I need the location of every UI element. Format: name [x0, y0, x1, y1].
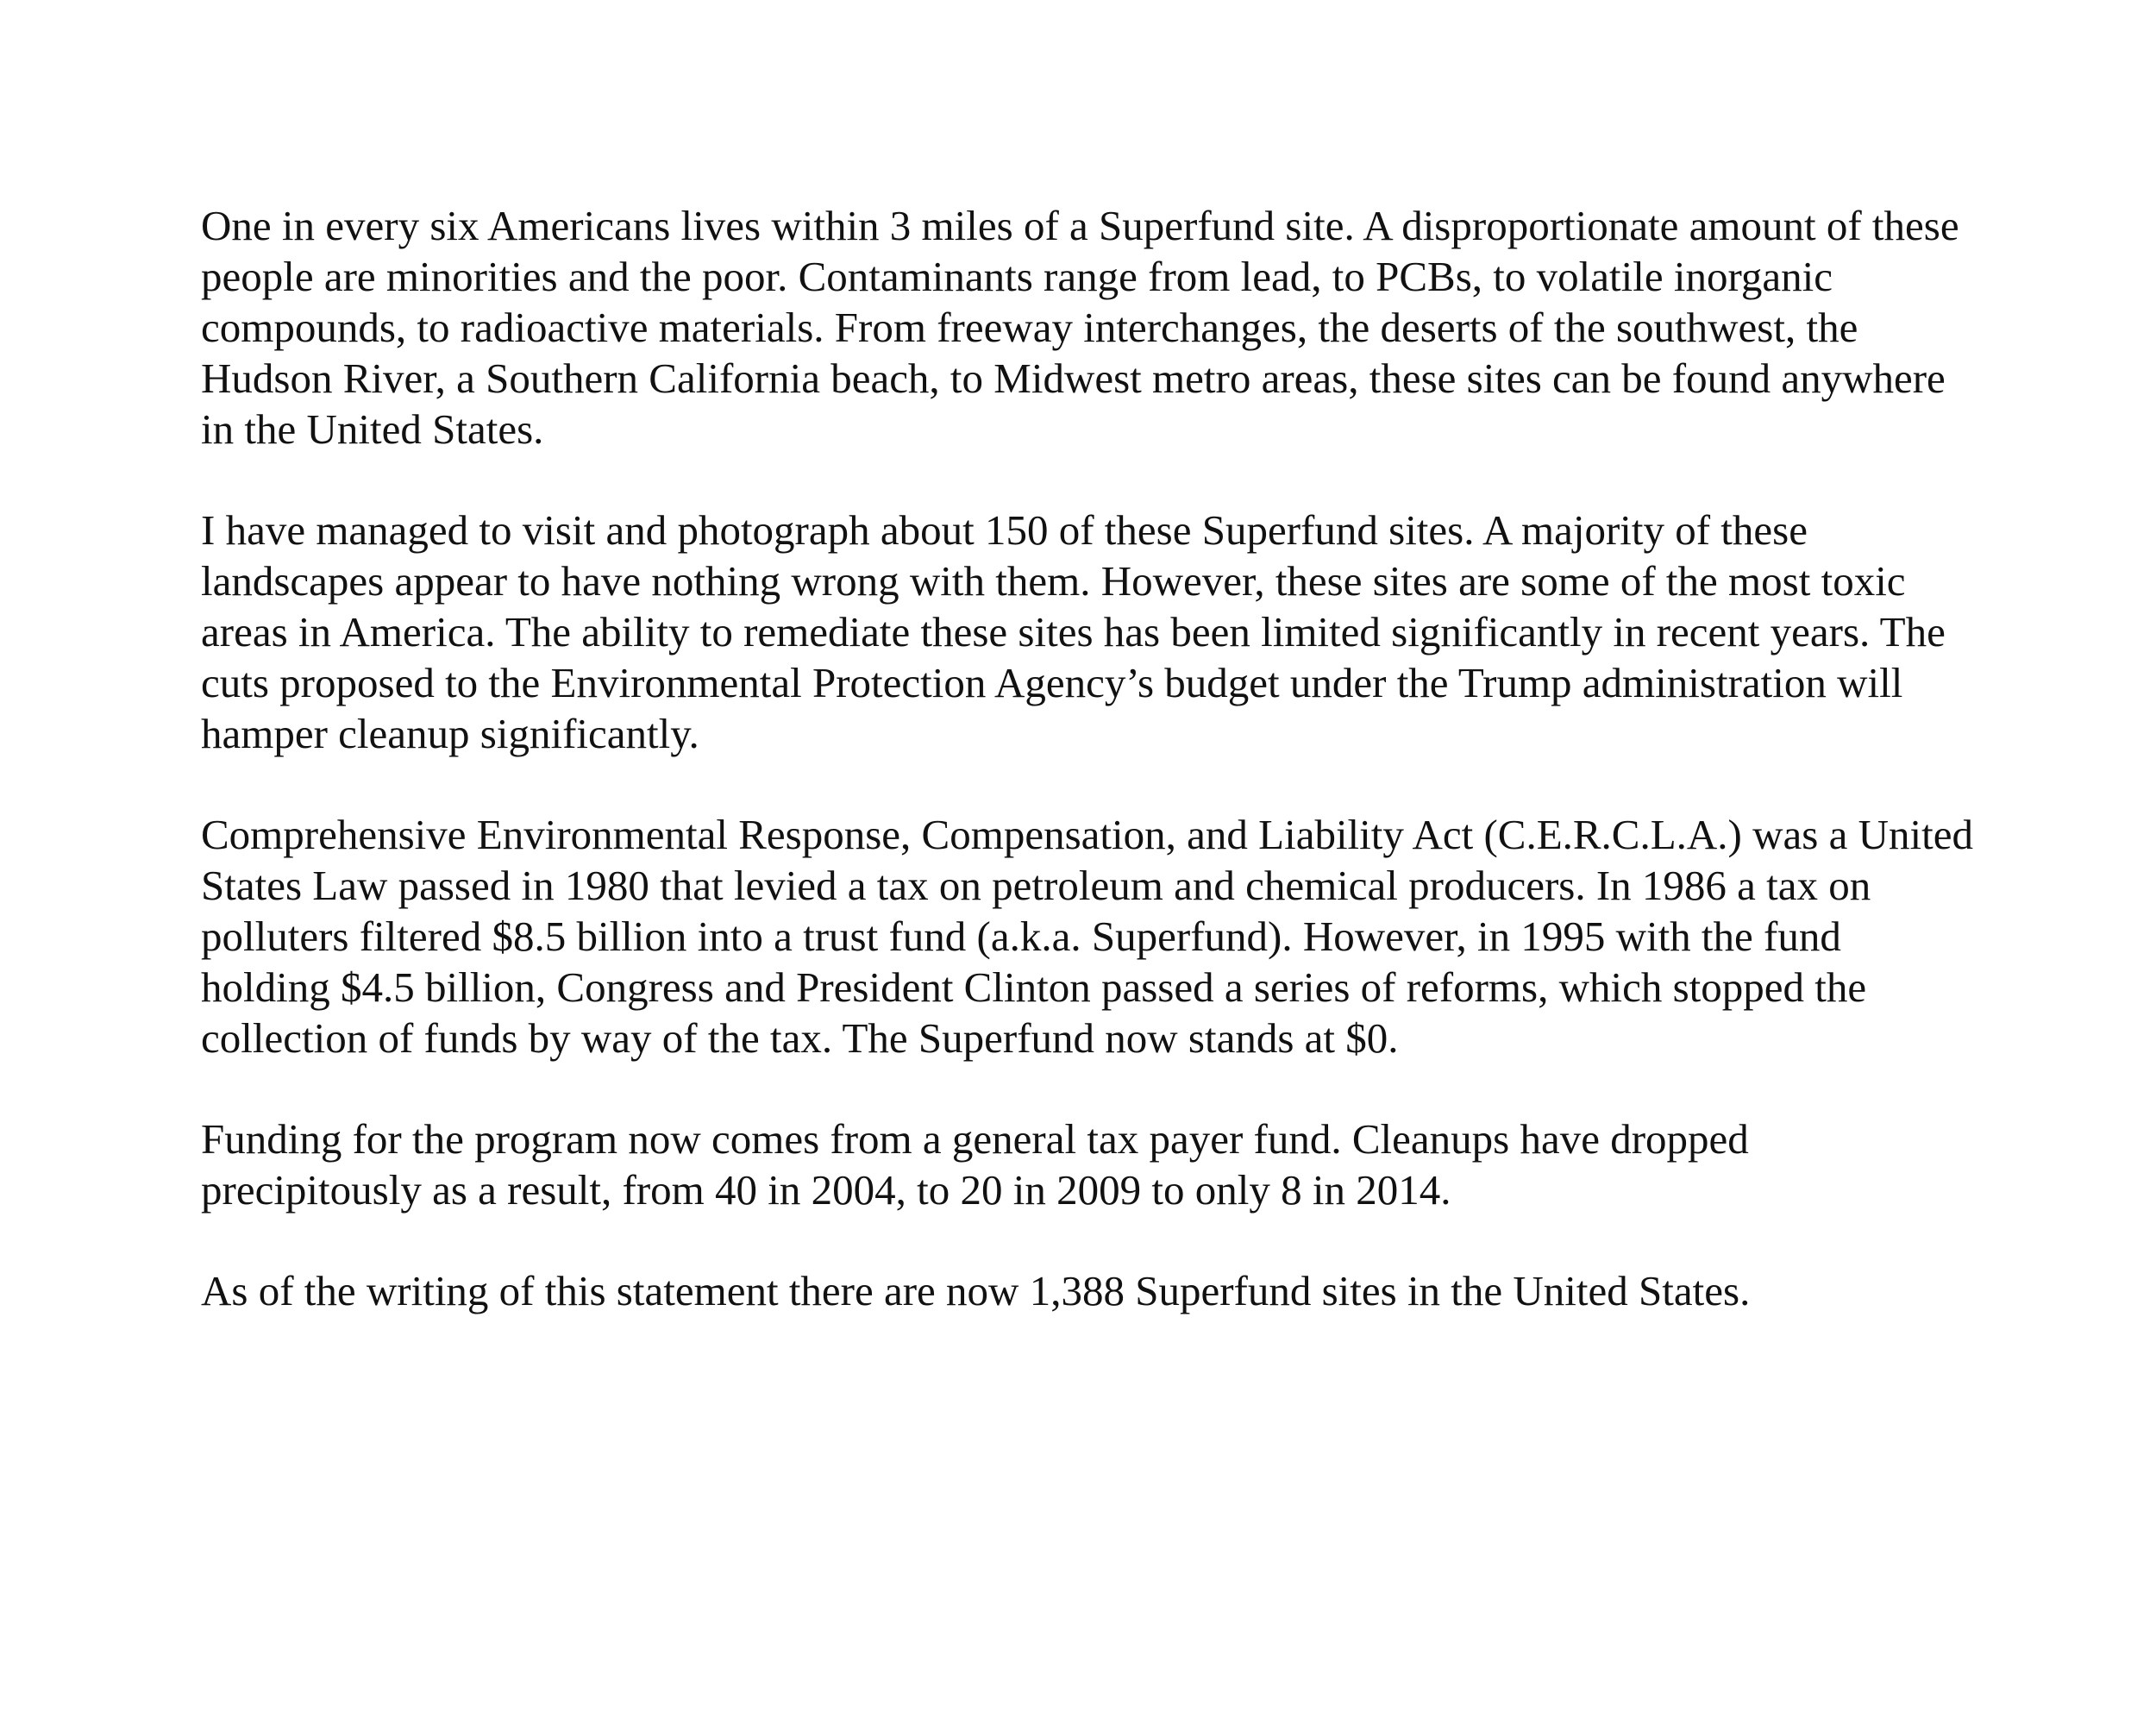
- paragraph-superfund-proximity: One in every six Americans lives within 3 miles of a Superfund site. A disproportionate amount of these people are minorities and the poor. Contaminants range from lead, to PCBs, to volatile inorganic compounds, to radioactive materials. From freeway interchanges, the deserts of the southwest, the Hudson River, a Southern California beach, to Midwest metro areas, these sites can be found anywhere in the United States.: [201, 202, 1959, 453]
- paragraph-funding-cleanups: Funding for the program now comes from a general tax payer fund. Cleanups have dropped precipitously as a result, from 40 in 2004, to 20 in 2009 to only 8 in 2014.: [201, 1115, 1749, 1214]
- paragraph-site-count: As of the writing of this statement there are now 1,388 Superfund sites in the United States.: [201, 1267, 1751, 1314]
- paragraph-photographed-sites: I have managed to visit and photograph about 150 of these Superfund sites. A majority of these landscapes appear to have nothing wrong with them. However, these sites are some of the most toxic areas in America. The ability to remediate these sites has been limited significantly in recent years. The cuts proposed to the Environmental Protection Agency’s budget under the Trump administration will hamper cleanup significantly.: [201, 506, 1946, 757]
- statement-body: [201, 200, 2046, 1316]
- paragraph-cercla-history: Comprehensive Environmental Response, Compensation, and Liability Act (C.E.R.C.L.A.) was a United States Law passed in 1980 that levied a tax on petroleum and chemical producers. In 1986 a tax on polluters filtered $8.5 billion into a trust fund (a.k.a. Superfund). However, in 1995 with the fund holding $4.5 billion, Congress and President Clinton passed a series of reforms, which stopped the collection of funds by way of the tax. The Superfund now stands at $0.: [201, 811, 1973, 1062]
